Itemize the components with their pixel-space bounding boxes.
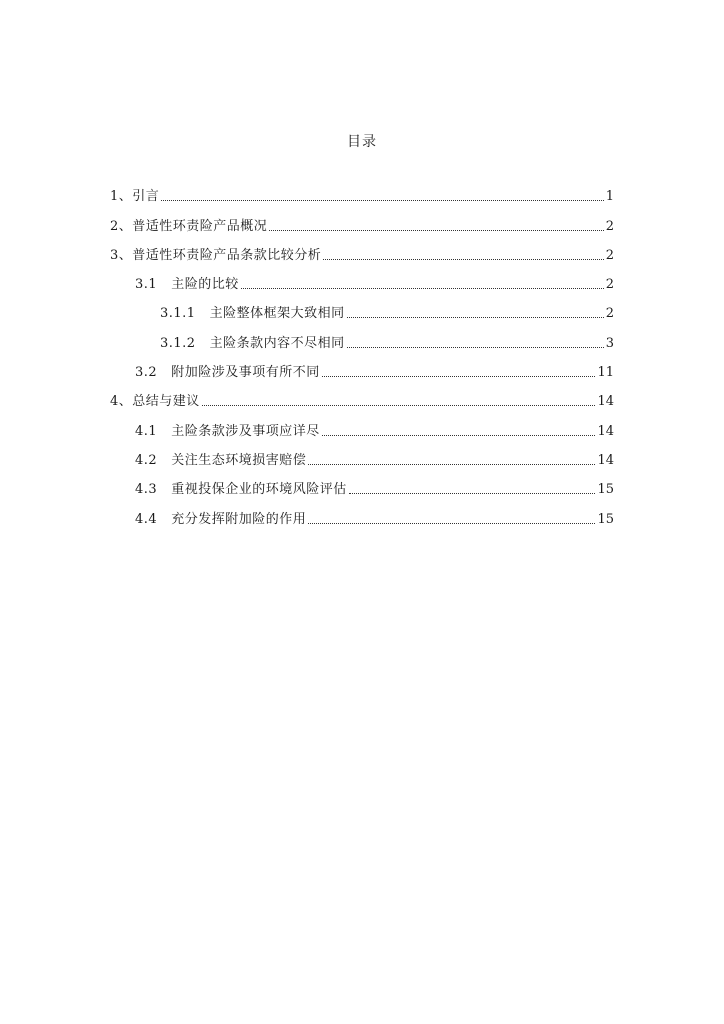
toc-page-number: 14 — [597, 452, 614, 468]
toc-entry-title: 主险的比较 — [171, 277, 239, 293]
toc-dot-leader — [202, 404, 596, 406]
toc-dot-leader — [241, 287, 604, 289]
toc-entry-title: 普适性环责险产品概况 — [132, 218, 268, 234]
toc-entry-main-insurance[interactable] — [110, 264, 614, 293]
toc-entry-number: 3.1 — [135, 277, 158, 293]
toc-page-number: 2 — [605, 247, 614, 263]
toc-dot-leader — [322, 375, 596, 377]
toc-dot-leader — [269, 229, 603, 231]
toc-entry-eco-damage[interactable] — [110, 440, 614, 469]
toc-entry-number: 1、 — [110, 189, 133, 205]
toc-entry-title: 主险整体框架大致相同 — [209, 306, 345, 322]
toc-entry-conclusion[interactable] — [110, 381, 614, 410]
toc-entry-title: 主险条款内容不尽相同 — [209, 335, 345, 351]
toc-page-number: 15 — [597, 482, 614, 498]
toc-entry-framework[interactable] — [110, 293, 614, 322]
toc-entry-title: 普适性环责险产品条款比较分析 — [132, 247, 322, 263]
toc-dot-leader — [308, 522, 595, 524]
toc-entry-number: 4.3 — [135, 482, 158, 498]
toc-entry-number: 4.1 — [135, 423, 158, 439]
toc-entry-number: 3、 — [110, 247, 133, 263]
toc-dot-leader — [347, 316, 604, 318]
toc-page-number: 15 — [597, 511, 614, 527]
toc-dot-leader — [349, 492, 596, 494]
toc-page-number: 3 — [605, 335, 614, 351]
toc-entry-title: 引言 — [132, 189, 160, 205]
toc-dot-leader — [323, 258, 603, 260]
toc-entry-number: 3.1.2 — [160, 335, 196, 351]
table-of-contents — [110, 176, 614, 528]
toc-entry-number: 4、 — [110, 394, 133, 410]
toc-page-number: 1 — [605, 189, 614, 205]
toc-page-number: 2 — [605, 306, 614, 322]
toc-entry-title: 重视投保企业的环境风险评估 — [171, 482, 347, 498]
toc-entry-risk-assessment[interactable] — [110, 469, 614, 498]
toc-entry-number: 2、 — [110, 218, 133, 234]
toc-entry-title: 充分发挥附加险的作用 — [171, 511, 307, 527]
toc-page-number: 14 — [597, 423, 614, 439]
toc-dot-leader — [347, 346, 604, 348]
toc-entry-number: 4.4 — [135, 511, 158, 527]
toc-page-number: 14 — [597, 394, 614, 410]
toc-entry-comparison[interactable] — [110, 235, 614, 264]
toc-entry-additional-role[interactable] — [110, 498, 614, 527]
toc-entry-intro[interactable] — [110, 176, 614, 205]
toc-title: 目录 — [347, 134, 377, 150]
toc-entry-title: 主险条款涉及事项应详尽 — [171, 423, 320, 439]
toc-entry-detailed-clauses[interactable] — [110, 410, 614, 439]
toc-entry-title: 附加险涉及事项有所不同 — [171, 365, 320, 381]
toc-entry-title: 总结与建议 — [132, 394, 200, 410]
toc-entry-title: 关注生态环境损害赔偿 — [171, 452, 307, 468]
toc-page-number: 11 — [597, 365, 614, 381]
toc-page-number: 2 — [605, 218, 614, 234]
toc-dot-leader — [161, 199, 603, 201]
toc-entry-number: 4.2 — [135, 452, 158, 468]
toc-dot-leader — [322, 434, 596, 436]
toc-entry-additional-insurance[interactable] — [110, 352, 614, 381]
toc-entry-clause-content[interactable] — [110, 322, 614, 351]
toc-entry-overview[interactable] — [110, 205, 614, 234]
toc-entry-number: 3.2 — [135, 365, 158, 381]
toc-dot-leader — [308, 463, 595, 465]
toc-page-number: 2 — [605, 277, 614, 293]
toc-entry-number: 3.1.1 — [160, 306, 196, 322]
